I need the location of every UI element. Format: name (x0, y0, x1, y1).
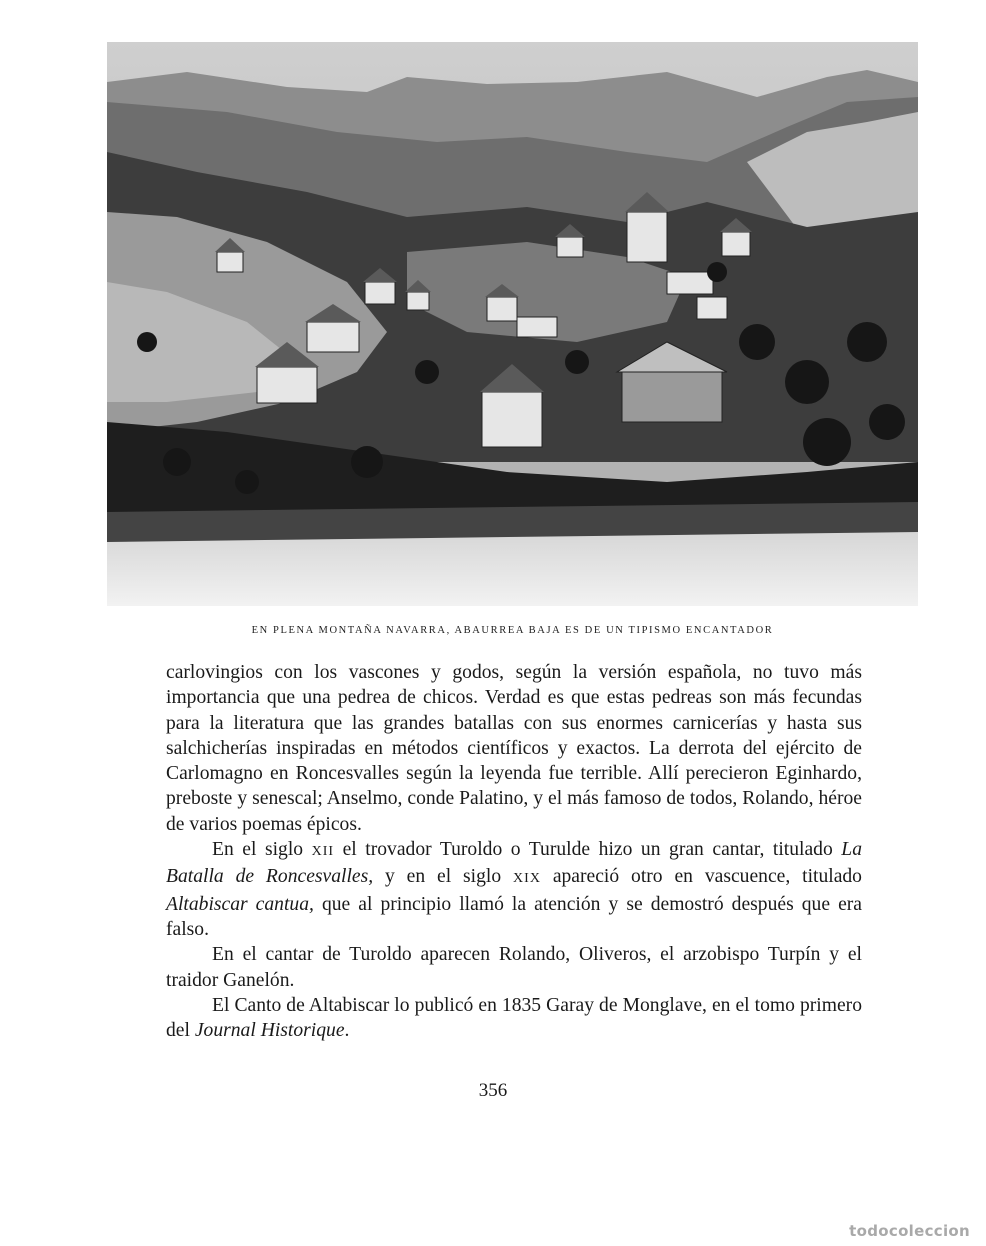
page-number: 356 (478, 1080, 508, 1101)
paragraph-2 (166, 837, 862, 942)
century-nineteen: XIX (513, 871, 541, 887)
paragraph-3: En el cantar de Turoldo aparecen Rolando, Oliveros, el arzobispo Turpín y el traidor Ganelón. (166, 944, 862, 991)
paragraph-4 (166, 993, 862, 1044)
century-twelve: XII (311, 844, 335, 860)
watermark: todocoleccion (849, 1222, 970, 1240)
paragraph-1: carlovingios con los vascones y godos, según la versión española, no tuvo más importancia que una pedrea de chicos. Verdad es que estas pedreas son más fecundas para la literatura que las grandes batallas con sus enormes carnicerías y hasta sus salchicherías inspiradas en métodos científicos y exactos. La derrota del ejército de Carlomagno en Roncesvalles según la leyenda fue terrible. Allí perecieron Eginhardo, preboste y senescal; Anselmo, conde Palatino, y el más famoso de todos, Rolando, héroe de varios poemas épicos. (166, 662, 862, 835)
p2-text-a: En el siglo (212, 839, 312, 861)
photo-caption: EN PLENA MONTAÑA NAVARRA, ABAURREA BAJA ES DE UN TIPISMO ENCANTADOR (251, 625, 774, 636)
p2-text-d: apareció otro en vascuence, titulado (540, 866, 862, 888)
p2-text-e: que al principio llamó la atención y se demostró después que era falso. (166, 893, 862, 940)
title-altabiscar: Altabiscar cantua, (166, 893, 314, 915)
title-batalla: La Batalla de Roncesvalles, (166, 839, 862, 888)
mountain-village-photo (107, 42, 918, 606)
body-text (166, 660, 862, 1043)
photo-illustration (107, 42, 918, 606)
p2-text-b: el trovador Turoldo o Turulde hizo un gran cantar, titulado (334, 839, 842, 861)
p4-text-a: El Canto de Altabiscar lo publicó en 1835 Garay de Monglave, en el tomo primero del (166, 994, 862, 1042)
p4-text-b: . (344, 1020, 350, 1042)
p2-text-c: y en el siglo (373, 866, 514, 888)
title-journal: Journal Historique (194, 1020, 345, 1042)
